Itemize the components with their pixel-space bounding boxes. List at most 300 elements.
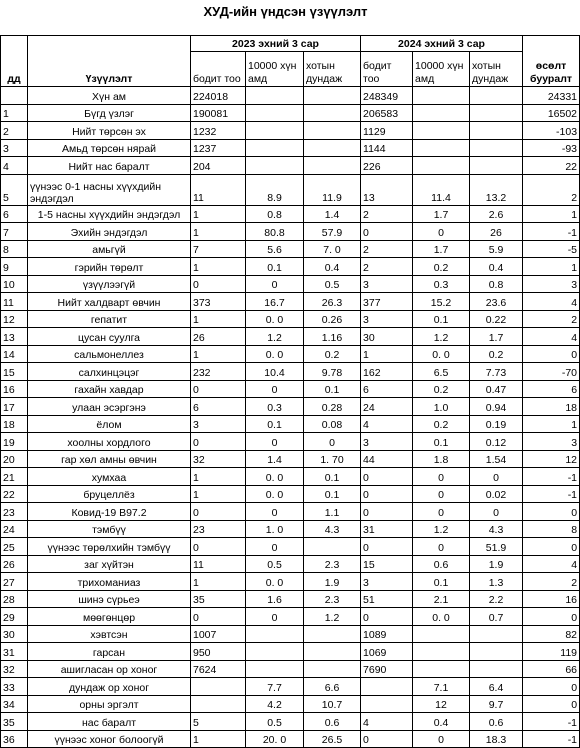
row-number: 21 xyxy=(1,468,28,486)
table-row xyxy=(1,433,580,451)
row-number: 33 xyxy=(1,678,28,696)
actual-2023: 0 xyxy=(191,380,246,398)
header-city-avg-2024: хотын дундаж xyxy=(470,52,523,87)
row-number: 6 xyxy=(1,205,28,223)
actual-2023: 1237 xyxy=(191,139,246,157)
header-per10000-2023: 10000 хүн амд xyxy=(246,52,304,87)
indicator-name: ашигласан ор хоног xyxy=(28,660,191,678)
city-avg-2023: 4.3 xyxy=(304,520,361,538)
actual-2024 xyxy=(361,695,413,713)
city-avg-2024: 0.22 xyxy=(470,310,523,328)
actual-2024: 2 xyxy=(361,258,413,276)
indicator-name: салхинцэцэг xyxy=(28,363,191,381)
city-avg-2024: 1.7 xyxy=(470,328,523,346)
table-row xyxy=(1,660,580,678)
table-row xyxy=(1,345,580,363)
actual-2023: 1 xyxy=(191,485,246,503)
indicator-name: Эхийн эндэгдэл xyxy=(28,223,191,241)
actual-2023: 1 xyxy=(191,223,246,241)
row-number: 29 xyxy=(1,608,28,626)
change-value: 2 xyxy=(523,573,580,591)
actual-2024: 1 xyxy=(361,345,413,363)
per10000-2023: 16.7 xyxy=(246,293,304,311)
city-avg-2024: 0.4 xyxy=(470,258,523,276)
per10000-2024: 12 xyxy=(413,695,470,713)
table-row xyxy=(1,485,580,503)
actual-2023: 950 xyxy=(191,643,246,661)
table-row xyxy=(1,503,580,521)
indicator-name: хэвтсэн xyxy=(28,625,191,643)
per10000-2024 xyxy=(413,643,470,661)
per10000-2024: 0.2 xyxy=(413,258,470,276)
actual-2024: 0 xyxy=(361,730,413,748)
table-row xyxy=(1,293,580,311)
header-per10000-2024: 10000 хүн амд xyxy=(413,52,470,87)
per10000-2024: 1.2 xyxy=(413,520,470,538)
city-avg-2023 xyxy=(304,643,361,661)
actual-2024: 1089 xyxy=(361,625,413,643)
city-avg-2024: 0.2 xyxy=(470,345,523,363)
header-city-avg-2023: хотын дундаж xyxy=(304,52,361,87)
table-row xyxy=(1,310,580,328)
per10000-2024: 1.7 xyxy=(413,240,470,258)
indicator-name: үзүүлээгүй xyxy=(28,275,191,293)
per10000-2024: 0.2 xyxy=(413,380,470,398)
per10000-2024: 6.5 xyxy=(413,363,470,381)
city-avg-2023: 2.3 xyxy=(304,590,361,608)
actual-2024: 15 xyxy=(361,555,413,573)
city-avg-2023: 1.2 xyxy=(304,608,361,626)
per10000-2024: 1.8 xyxy=(413,450,470,468)
per10000-2024: 0 xyxy=(413,468,470,486)
row-number: 4 xyxy=(1,157,28,175)
per10000-2023: 1.2 xyxy=(246,328,304,346)
table-row xyxy=(1,520,580,538)
table-row xyxy=(1,205,580,223)
row-number: 20 xyxy=(1,450,28,468)
city-avg-2024: 6.4 xyxy=(470,678,523,696)
row-number: 12 xyxy=(1,310,28,328)
indicator-name: үүнээс хоног болоогүй xyxy=(28,730,191,748)
city-avg-2024: 26 xyxy=(470,223,523,241)
city-avg-2024: 1.9 xyxy=(470,555,523,573)
indicator-name: үүнээс төрөлхийн тэмбүү xyxy=(28,538,191,556)
change-value: -1 xyxy=(523,730,580,748)
change-value: 4 xyxy=(523,293,580,311)
per10000-2023: 0. 0 xyxy=(246,310,304,328)
per10000-2024: 0.6 xyxy=(413,555,470,573)
indicator-name: Амьд төрсөн нярай xyxy=(28,139,191,157)
per10000-2024: 2.1 xyxy=(413,590,470,608)
city-avg-2023 xyxy=(304,104,361,122)
actual-2024: 3 xyxy=(361,433,413,451)
row-number: 14 xyxy=(1,345,28,363)
actual-2024: 0 xyxy=(361,468,413,486)
indicator-name: бруцеллёз xyxy=(28,485,191,503)
row-number: 10 xyxy=(1,275,28,293)
table-row xyxy=(1,139,580,157)
row-number: 25 xyxy=(1,538,28,556)
actual-2023: 373 xyxy=(191,293,246,311)
city-avg-2024: 0 xyxy=(470,468,523,486)
header-actual-2023: бодит тоо xyxy=(191,52,246,87)
change-value: 82 xyxy=(523,625,580,643)
actual-2024: 3 xyxy=(361,573,413,591)
per10000-2023: 0 xyxy=(246,380,304,398)
actual-2023: 1232 xyxy=(191,122,246,140)
indicator-name: амьгүй xyxy=(28,240,191,258)
actual-2024: 1069 xyxy=(361,643,413,661)
actual-2023: 1 xyxy=(191,310,246,328)
actual-2024: 30 xyxy=(361,328,413,346)
city-avg-2023: 0.1 xyxy=(304,380,361,398)
indicator-name: Нийт төрсөн эх xyxy=(28,122,191,140)
actual-2024: 377 xyxy=(361,293,413,311)
table-row xyxy=(1,240,580,258)
table-row xyxy=(1,538,580,556)
per10000-2023: 0 xyxy=(246,608,304,626)
row-number: 34 xyxy=(1,695,28,713)
per10000-2024 xyxy=(413,139,470,157)
actual-2023: 0 xyxy=(191,275,246,293)
per10000-2024 xyxy=(413,157,470,175)
row-number: 35 xyxy=(1,713,28,731)
per10000-2023 xyxy=(246,625,304,643)
actual-2023: 11 xyxy=(191,555,246,573)
actual-2024: 0 xyxy=(361,538,413,556)
header-period-2023: 2023 эхний 3 сар xyxy=(191,36,361,52)
per10000-2023: 0. 0 xyxy=(246,485,304,503)
city-avg-2023 xyxy=(304,538,361,556)
indicator-name: дундаж ор хоног xyxy=(28,678,191,696)
table-row xyxy=(1,573,580,591)
indicator-name: гарсан xyxy=(28,643,191,661)
per10000-2023: 5.6 xyxy=(246,240,304,258)
change-value: 18 xyxy=(523,398,580,416)
actual-2024: 4 xyxy=(361,415,413,433)
per10000-2024: 0 xyxy=(413,503,470,521)
city-avg-2024 xyxy=(470,122,523,140)
actual-2024: 0 xyxy=(361,503,413,521)
row-number: 27 xyxy=(1,573,28,591)
table-row xyxy=(1,174,580,205)
city-avg-2024: 0.02 xyxy=(470,485,523,503)
city-avg-2024 xyxy=(470,157,523,175)
city-avg-2024: 4.3 xyxy=(470,520,523,538)
actual-2023: 1 xyxy=(191,345,246,363)
actual-2023: 23 xyxy=(191,520,246,538)
actual-2023 xyxy=(191,678,246,696)
change-value: -1 xyxy=(523,713,580,731)
per10000-2023 xyxy=(246,660,304,678)
change-value: 119 xyxy=(523,643,580,661)
change-value: 3 xyxy=(523,433,580,451)
change-value: -1 xyxy=(523,485,580,503)
table-row xyxy=(1,625,580,643)
table-row xyxy=(1,450,580,468)
city-avg-2024: 23.6 xyxy=(470,293,523,311)
per10000-2023: 4.2 xyxy=(246,695,304,713)
city-avg-2024: 9.7 xyxy=(470,695,523,713)
city-avg-2023: 9.78 xyxy=(304,363,361,381)
per10000-2023: 0 xyxy=(246,538,304,556)
city-avg-2023 xyxy=(304,157,361,175)
indicator-name: тэмбүү xyxy=(28,520,191,538)
per10000-2023: 7.7 xyxy=(246,678,304,696)
header-period-2024: 2024 эхний 3 сар xyxy=(361,36,523,52)
table-row xyxy=(1,695,580,713)
table-row xyxy=(1,468,580,486)
actual-2024: 162 xyxy=(361,363,413,381)
actual-2023: 32 xyxy=(191,450,246,468)
indicator-name: Хүн ам xyxy=(28,87,191,105)
row-number: 2 xyxy=(1,122,28,140)
indicator-name: нас баралт xyxy=(28,713,191,731)
actual-2023: 0 xyxy=(191,608,246,626)
per10000-2024: 0.4 xyxy=(413,713,470,731)
per10000-2024: 7.1 xyxy=(413,678,470,696)
city-avg-2024: 2.6 xyxy=(470,205,523,223)
city-avg-2023: 0.6 xyxy=(304,713,361,731)
actual-2023: 35 xyxy=(191,590,246,608)
per10000-2023: 20. 0 xyxy=(246,730,304,748)
city-avg-2023: 26.3 xyxy=(304,293,361,311)
change-value: 0 xyxy=(523,695,580,713)
per10000-2024 xyxy=(413,104,470,122)
per10000-2024: 11.4 xyxy=(413,174,470,205)
per10000-2024: 0.2 xyxy=(413,415,470,433)
change-value: 0 xyxy=(523,678,580,696)
row-number: 15 xyxy=(1,363,28,381)
city-avg-2023: 2.3 xyxy=(304,555,361,573)
city-avg-2024: 0.6 xyxy=(470,713,523,731)
change-value: 0 xyxy=(523,608,580,626)
row-number: 13 xyxy=(1,328,28,346)
actual-2023: 190081 xyxy=(191,104,246,122)
per10000-2024: 0 xyxy=(413,485,470,503)
actual-2024: 13 xyxy=(361,174,413,205)
city-avg-2023: 0.4 xyxy=(304,258,361,276)
city-avg-2024: 5.9 xyxy=(470,240,523,258)
per10000-2023: 8.9 xyxy=(246,174,304,205)
change-value: 2 xyxy=(523,310,580,328)
per10000-2023: 10.4 xyxy=(246,363,304,381)
change-value: 1 xyxy=(523,415,580,433)
row-number: 8 xyxy=(1,240,28,258)
change-value: 16 xyxy=(523,590,580,608)
city-avg-2023: 0.5 xyxy=(304,275,361,293)
actual-2023: 1 xyxy=(191,468,246,486)
actual-2023: 1007 xyxy=(191,625,246,643)
city-avg-2023 xyxy=(304,660,361,678)
row-number: 9 xyxy=(1,258,28,276)
row-number: 18 xyxy=(1,415,28,433)
row-number xyxy=(1,87,28,105)
row-number: 1 xyxy=(1,104,28,122)
per10000-2024: 0. 0 xyxy=(413,345,470,363)
actual-2024: 51 xyxy=(361,590,413,608)
change-value: 4 xyxy=(523,328,580,346)
table-row xyxy=(1,157,580,175)
table-row xyxy=(1,730,580,748)
per10000-2023: 0.5 xyxy=(246,555,304,573)
per10000-2024: 1.7 xyxy=(413,205,470,223)
table-row xyxy=(1,328,580,346)
city-avg-2023 xyxy=(304,625,361,643)
per10000-2023: 0.5 xyxy=(246,713,304,731)
actual-2023: 0 xyxy=(191,538,246,556)
per10000-2023: 0 xyxy=(246,433,304,451)
actual-2023: 5 xyxy=(191,713,246,731)
row-number: 31 xyxy=(1,643,28,661)
change-value: 22 xyxy=(523,157,580,175)
header-row-periods xyxy=(1,36,580,52)
change-value: -103 xyxy=(523,122,580,140)
per10000-2024: 0.3 xyxy=(413,275,470,293)
change-value: -5 xyxy=(523,240,580,258)
table-row xyxy=(1,363,580,381)
row-number: 24 xyxy=(1,520,28,538)
city-avg-2024: 0.12 xyxy=(470,433,523,451)
table-row xyxy=(1,398,580,416)
row-number: 32 xyxy=(1,660,28,678)
change-value: 4 xyxy=(523,555,580,573)
change-value: 1 xyxy=(523,258,580,276)
city-avg-2023: 1.4 xyxy=(304,205,361,223)
city-avg-2024: 51.9 xyxy=(470,538,523,556)
row-number: 28 xyxy=(1,590,28,608)
city-avg-2023: 1. 70 xyxy=(304,450,361,468)
actual-2023: 224018 xyxy=(191,87,246,105)
indicator-name: гар хөл амны өвчин xyxy=(28,450,191,468)
city-avg-2024 xyxy=(470,660,523,678)
change-value: 66 xyxy=(523,660,580,678)
per10000-2023 xyxy=(246,157,304,175)
indicator-name: Нийт халдварт өвчин xyxy=(28,293,191,311)
city-avg-2024: 13.2 xyxy=(470,174,523,205)
indicator-name: хумхаа xyxy=(28,468,191,486)
city-avg-2023: 6.6 xyxy=(304,678,361,696)
indicator-name: сальмонеллез xyxy=(28,345,191,363)
actual-2023: 11 xyxy=(191,174,246,205)
actual-2023: 0 xyxy=(191,433,246,451)
row-number: 3 xyxy=(1,139,28,157)
per10000-2023 xyxy=(246,139,304,157)
indicator-name: хоолны хордлого xyxy=(28,433,191,451)
row-number: 36 xyxy=(1,730,28,748)
per10000-2023 xyxy=(246,122,304,140)
per10000-2024 xyxy=(413,87,470,105)
per10000-2023 xyxy=(246,643,304,661)
indicator-name: цусан суулга xyxy=(28,328,191,346)
per10000-2023 xyxy=(246,104,304,122)
table-row xyxy=(1,608,580,626)
actual-2023: 1 xyxy=(191,205,246,223)
row-number: 23 xyxy=(1,503,28,521)
per10000-2023: 0.1 xyxy=(246,415,304,433)
per10000-2023: 0. 0 xyxy=(246,345,304,363)
header-change: өсөлт бууралт xyxy=(523,36,580,87)
row-number: 30 xyxy=(1,625,28,643)
city-avg-2024: 0.94 xyxy=(470,398,523,416)
city-avg-2023: 0.1 xyxy=(304,468,361,486)
actual-2023: 204 xyxy=(191,157,246,175)
actual-2023: 26 xyxy=(191,328,246,346)
table-row xyxy=(1,643,580,661)
actual-2024: 31 xyxy=(361,520,413,538)
change-value: 0 xyxy=(523,345,580,363)
per10000-2023: 0. 0 xyxy=(246,573,304,591)
actual-2024: 248349 xyxy=(361,87,413,105)
city-avg-2023: 0.08 xyxy=(304,415,361,433)
city-avg-2023: 0.1 xyxy=(304,485,361,503)
actual-2024: 1129 xyxy=(361,122,413,140)
city-avg-2023: 1.1 xyxy=(304,503,361,521)
change-value: -70 xyxy=(523,363,580,381)
actual-2024: 226 xyxy=(361,157,413,175)
change-value: 3 xyxy=(523,275,580,293)
city-avg-2023 xyxy=(304,139,361,157)
per10000-2023: 1.6 xyxy=(246,590,304,608)
indicator-name: заг хүйтэн xyxy=(28,555,191,573)
indicator-name: трихоманиаз xyxy=(28,573,191,591)
actual-2023: 7 xyxy=(191,240,246,258)
per10000-2024: 0.1 xyxy=(413,433,470,451)
city-avg-2024: 7.73 xyxy=(470,363,523,381)
city-avg-2024 xyxy=(470,87,523,105)
indicators-table xyxy=(0,35,580,748)
row-number: 26 xyxy=(1,555,28,573)
row-number: 7 xyxy=(1,223,28,241)
city-avg-2024: 0.8 xyxy=(470,275,523,293)
actual-2023: 7624 xyxy=(191,660,246,678)
indicator-name: гепатит xyxy=(28,310,191,328)
indicator-name: ёлом xyxy=(28,415,191,433)
per10000-2024: 0.1 xyxy=(413,310,470,328)
actual-2024: 7690 xyxy=(361,660,413,678)
header-dd: дд xyxy=(1,36,28,87)
header-actual-2024: бодит тоо xyxy=(361,52,413,87)
change-value: -1 xyxy=(523,468,580,486)
actual-2024: 24 xyxy=(361,398,413,416)
actual-2024: 206583 xyxy=(361,104,413,122)
table-row xyxy=(1,713,580,731)
per10000-2023: 1. 0 xyxy=(246,520,304,538)
actual-2024: 2 xyxy=(361,205,413,223)
city-avg-2024: 1.3 xyxy=(470,573,523,591)
city-avg-2024 xyxy=(470,625,523,643)
city-avg-2023: 1.16 xyxy=(304,328,361,346)
change-value: 2 xyxy=(523,174,580,205)
indicator-name: Ковид-19 B97.2 xyxy=(28,503,191,521)
per10000-2023: 0.3 xyxy=(246,398,304,416)
actual-2023 xyxy=(191,695,246,713)
header-indicator: Үзүүлэлт xyxy=(28,36,191,87)
per10000-2024: 0 xyxy=(413,730,470,748)
per10000-2024 xyxy=(413,122,470,140)
per10000-2023: 0.1 xyxy=(246,258,304,276)
city-avg-2024: 0.47 xyxy=(470,380,523,398)
per10000-2024: 1.0 xyxy=(413,398,470,416)
actual-2024: 0 xyxy=(361,485,413,503)
table-row xyxy=(1,555,580,573)
table-row xyxy=(1,223,580,241)
row-number: 22 xyxy=(1,485,28,503)
actual-2024: 2 xyxy=(361,240,413,258)
indicator-name: улаан эсэргэнэ xyxy=(28,398,191,416)
change-value: 8 xyxy=(523,520,580,538)
city-avg-2023: 11.9 xyxy=(304,174,361,205)
